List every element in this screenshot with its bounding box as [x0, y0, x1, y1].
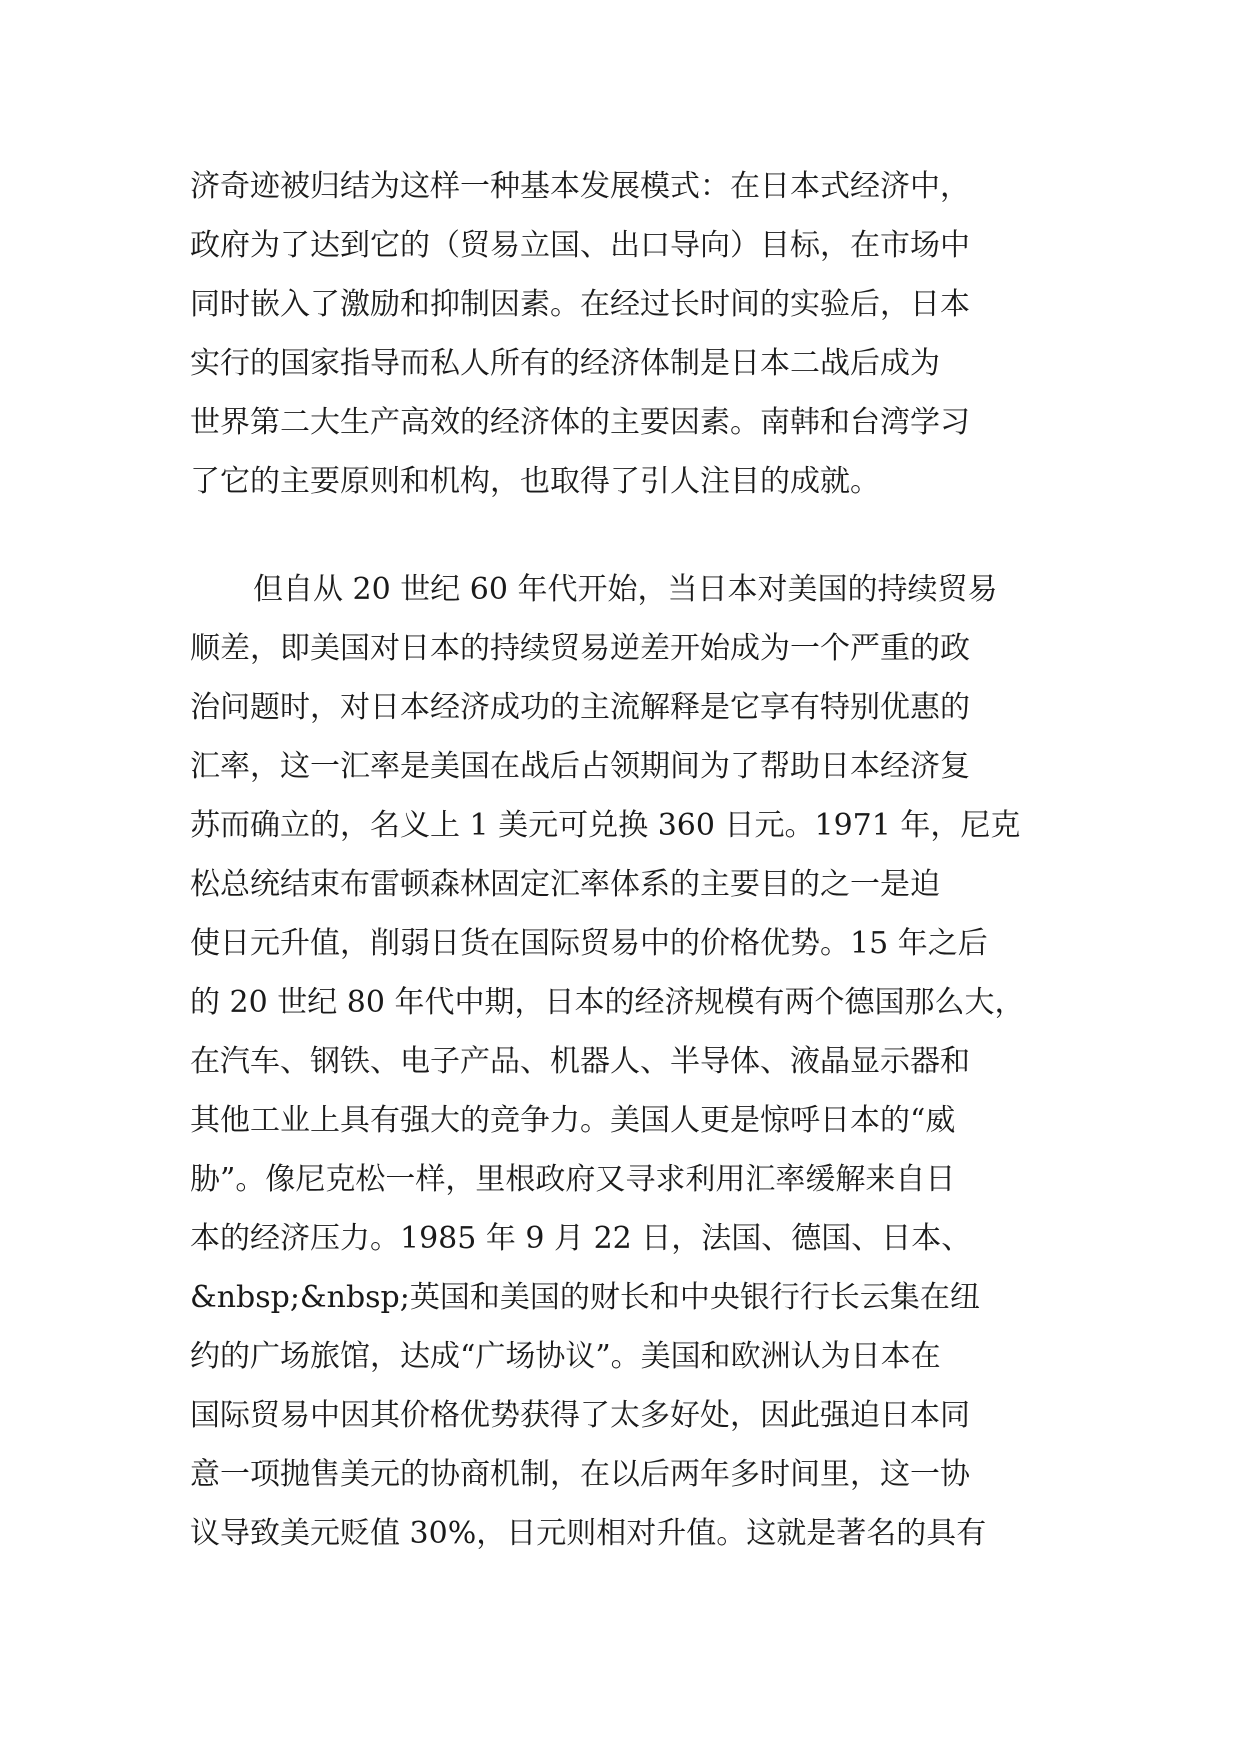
- text-line: 松总统结束布雷顿森林固定汇率体系的主要目的之一是迫: [190, 867, 940, 902]
- text-line: 了它的主要原则和机构，也取得了引人注目的成就。: [190, 464, 880, 499]
- text-line: 汇率，这一汇率是美国在战后占领期间为了帮助日本经济复: [190, 749, 970, 784]
- text-line: 使日元升值，削弱日货在国际贸易中的价格优势。15 年之后: [190, 926, 988, 961]
- text-line: 国际贸易中因其价格优势获得了太多好处，因此强迫日本同: [190, 1398, 970, 1433]
- text-line: 意一项抛售美元的协商机制，在以后两年多时间里，这一协: [190, 1457, 970, 1492]
- text-line: 世界第二大生产高效的经济体的主要因素。南韩和台湾学习: [190, 405, 970, 440]
- text-line: 苏而确立的，名义上 1 美元可兑换 360 日元。1971 年，尼克: [190, 808, 1021, 843]
- text-line: 同时嵌入了激励和抑制因素。在经过长时间的实验后，日本: [190, 287, 970, 322]
- text-line: 其他工业上具有强大的竞争力。美国人更是惊呼日本的“威: [190, 1103, 956, 1138]
- paragraph-2: [190, 560, 1060, 1563]
- text-line: 实行的国家指导而私人所有的经济体制是日本二战后成为: [190, 346, 940, 381]
- text-line: 但自从 20 世纪 60 年代开始，当日本对美国的持续贸易: [253, 572, 998, 607]
- paragraph-1: [190, 157, 1060, 511]
- text-line: 议导致美元贬值 30%，日元则相对升值。这就是著名的具有: [190, 1516, 987, 1551]
- text-line: 济奇迹被归结为这样一种基本发展模式：在日本式经济中，: [190, 169, 970, 204]
- text-line: 约的广场旅馆，达成“广场协议”。美国和欧洲认为日本在: [190, 1339, 941, 1374]
- text-line: 治问题时，对日本经济成功的主流解释是它享有特别优惠的: [190, 690, 970, 725]
- text-line: 的 20 世纪 80 年代中期，日本的经济规模有两个德国那么大，: [190, 985, 1025, 1020]
- text-line: 顺差，即美国对日本的持续贸易逆差开始成为一个严重的政: [190, 631, 970, 666]
- text-line: 胁”。像尼克松一样，里根政府又寻求利用汇率缓解来自日: [190, 1162, 956, 1197]
- text-line: 本的经济压力。1985 年 9 月 22 日，法国、德国、日本、: [190, 1221, 972, 1256]
- text-line: 在汽车、钢铁、电子产品、机器人、半导体、液晶显示器和: [190, 1044, 970, 1079]
- text-line: 政府为了达到它的（贸易立国、出口导向）目标，在市场中: [190, 228, 970, 263]
- text-line: &nbsp;&nbsp;英国和美国的财长和中央银行行长云集在纽: [190, 1280, 980, 1315]
